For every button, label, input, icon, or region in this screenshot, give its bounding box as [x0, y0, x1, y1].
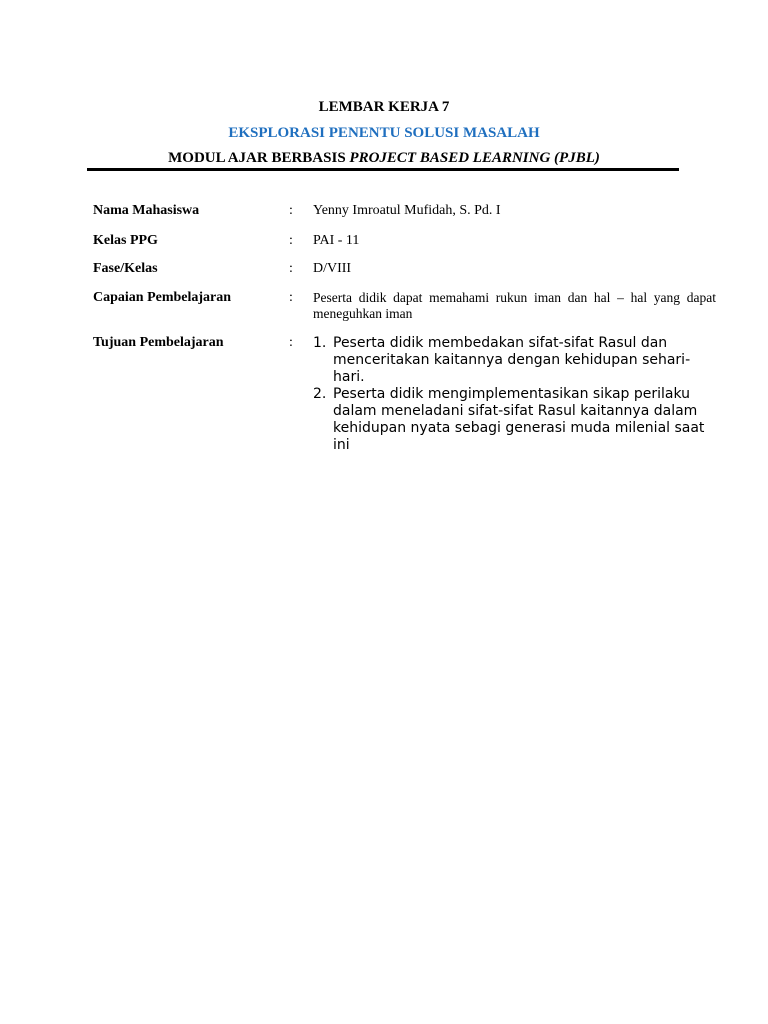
- field-label-fase: Fase/Kelas: [93, 261, 158, 276]
- field-value-nama: Yenny Imroatul Mufidah, S. Pd. I: [313, 203, 501, 218]
- header-divider: [87, 168, 679, 171]
- list-item: [313, 335, 713, 386]
- field-separator: :: [289, 335, 293, 350]
- field-label-nama: Nama Mahasiswa: [93, 203, 200, 218]
- tujuan-list: [313, 335, 713, 454]
- module-title-prefix: MODUL AJAR BERBASIS: [168, 150, 350, 166]
- list-item-text: Peserta didik mengimplementasikan sikap perilaku dalam meneladani sifat-sifat Rasul kaitannya dalam kehidupan nyata sebagi generasi muda milenial saat ini: [333, 386, 705, 453]
- field-separator: :: [289, 203, 293, 218]
- list-item-number: 1.: [313, 335, 327, 351]
- list-item-number: 2.: [313, 386, 327, 402]
- list-item-text: Peserta didik membedakan sifat-sifat Rasul dan menceritakan kaitannya dengan kehidupan sehari-hari.: [333, 335, 691, 385]
- module-title-italic: PROJECT BASED LEARNING (PJBL): [349, 150, 600, 166]
- field-value-kelas: PAI - 11: [313, 233, 360, 248]
- field-label-kelas: Kelas PPG: [93, 233, 158, 248]
- field-separator: :: [289, 261, 293, 276]
- module-title: [0, 150, 768, 167]
- worksheet-title: LEMBAR KERJA 7: [318, 99, 450, 115]
- field-separator: :: [289, 290, 293, 305]
- field-label-tujuan: Tujuan Pembelajaran: [93, 335, 224, 350]
- worksheet-subtitle: EKSPLORASI PENENTU SOLUSI MASALAH: [228, 125, 540, 141]
- field-separator: :: [289, 233, 293, 248]
- field-label-capaian: Capaian Pembelajaran: [93, 290, 232, 305]
- field-value-capaian: Peserta didik dapat memahami rukun iman dan hal – hal yang dapat meneguhkan iman: [313, 290, 716, 321]
- list-item: [313, 386, 713, 454]
- field-value-fase: D/VIII: [313, 261, 352, 276]
